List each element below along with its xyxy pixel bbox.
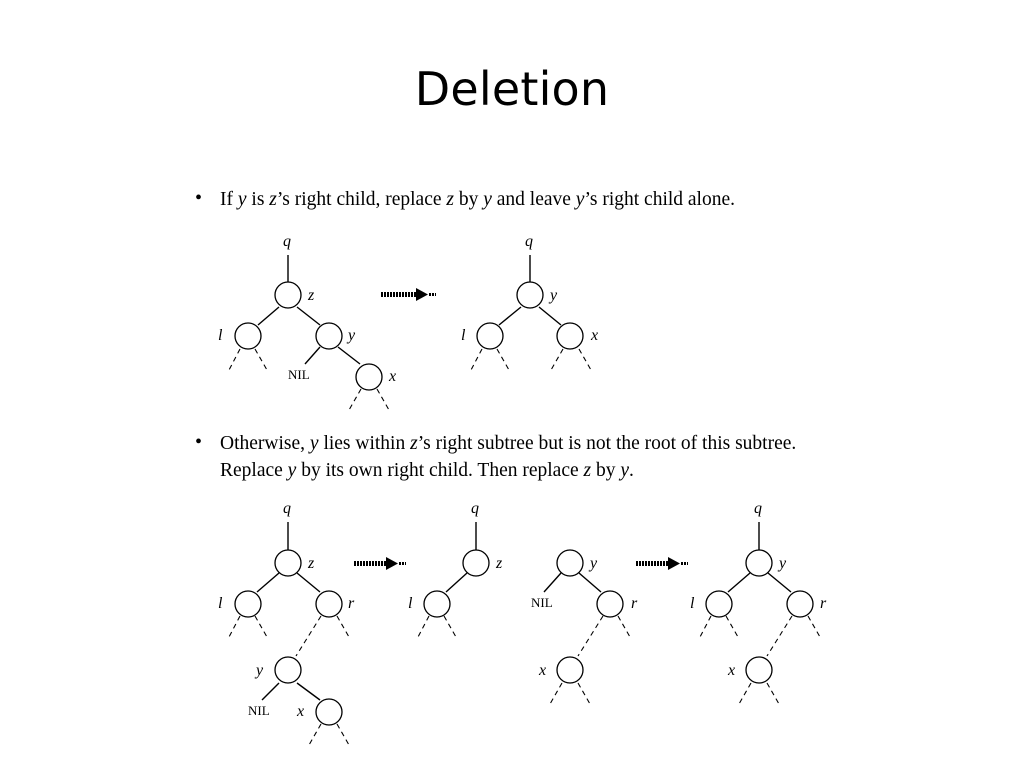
tree-node xyxy=(746,550,772,576)
node-label: z xyxy=(308,287,315,304)
tree-node xyxy=(787,591,813,617)
tree-node xyxy=(235,323,261,349)
slide-title: Deletion xyxy=(414,62,610,116)
tree-node xyxy=(275,657,301,683)
node-label: y xyxy=(256,662,264,679)
node-label: q xyxy=(471,500,479,517)
transform-arrow xyxy=(354,557,406,570)
diagram-1-after xyxy=(461,233,598,370)
tree-node xyxy=(235,591,261,617)
bullet-marker: • xyxy=(195,431,203,453)
diagram-2-before xyxy=(218,500,355,745)
tree-node xyxy=(557,657,583,683)
node-label: z xyxy=(308,555,315,572)
node-label: r xyxy=(631,595,638,612)
node-label: q xyxy=(283,233,291,250)
tree-node xyxy=(275,282,301,308)
node-label: l xyxy=(218,327,223,344)
tree-node xyxy=(424,591,450,617)
nil-label: NIL xyxy=(288,367,310,382)
node-label: l xyxy=(690,595,695,612)
bullet-2-line-1: Otherwise, y lies within z’s right subtree but is not the root of this subtree. xyxy=(220,433,797,454)
node-label: y xyxy=(779,555,787,572)
node-label: q xyxy=(283,500,291,517)
tree-node xyxy=(316,591,342,617)
node-label: q xyxy=(754,500,762,517)
node-label: x xyxy=(297,703,305,720)
tree-node xyxy=(557,550,583,576)
tree-node xyxy=(746,657,772,683)
tree-node xyxy=(316,323,342,349)
tree-node xyxy=(557,323,583,349)
node-label: x xyxy=(728,662,736,679)
tree-node xyxy=(316,699,342,725)
diagram-1-before xyxy=(218,233,396,410)
tree-node xyxy=(463,550,489,576)
node-label: l xyxy=(461,327,466,344)
node-label: x xyxy=(591,327,599,344)
node-label: l xyxy=(218,595,223,612)
node-label: y xyxy=(590,555,598,572)
node-label: y xyxy=(550,287,558,304)
diagram-2-after xyxy=(690,500,827,704)
nil-label: NIL xyxy=(531,595,553,610)
tree-node xyxy=(356,364,382,390)
bullet-marker: • xyxy=(195,187,203,209)
tree-node xyxy=(597,591,623,617)
tree-node xyxy=(706,591,732,617)
tree-node xyxy=(517,282,543,308)
tree-node xyxy=(275,550,301,576)
node-label: l xyxy=(408,595,413,612)
node-label: y xyxy=(348,327,356,344)
node-label: x xyxy=(389,368,397,385)
diagram-2-middle-right xyxy=(531,550,638,704)
transform-arrow xyxy=(381,288,436,301)
node-label: q xyxy=(525,233,533,250)
diagram-2-middle-left xyxy=(408,500,503,637)
nil-label: NIL xyxy=(248,703,270,718)
node-label: r xyxy=(820,595,827,612)
node-label: x xyxy=(539,662,547,679)
transform-arrow xyxy=(636,557,688,570)
node-label: z xyxy=(496,555,503,572)
node-label: r xyxy=(348,595,355,612)
bullet-1-text: If y is z’s right child, replace z by y and leave y’s right child alone. xyxy=(220,189,736,210)
bullet-2-line-2: Replace y by its own right child. Then replace z by y. xyxy=(220,460,634,481)
tree-node xyxy=(477,323,503,349)
